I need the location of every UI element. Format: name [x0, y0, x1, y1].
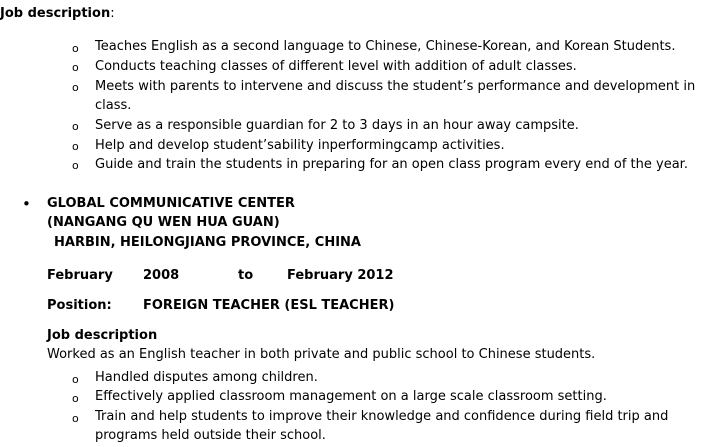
list-bullet: o	[72, 159, 79, 172]
list-item: Teaches English as a second language to Chinese, Chinese-Korean, and Korean Students.	[95, 39, 676, 54]
list-bullet: o	[72, 140, 79, 153]
date-start-month: February	[47, 268, 113, 283]
job-intro: Worked as an English teacher in both private and public school to Chinese students.	[47, 347, 596, 362]
list-item: Conducts teaching classes of different level with addition of adult classes.	[95, 59, 577, 74]
heading-colon: :	[110, 6, 115, 21]
list-item: Serve as a responsible guardian for 2 to 3 days in an hour away campsite.	[95, 118, 579, 133]
list-bullet: o	[72, 373, 79, 386]
employer-bullet: •	[22, 195, 31, 213]
list-bullet: o	[72, 392, 79, 405]
job-description-heading	[0, 6, 115, 21]
job-description-heading-text: Job description	[0, 6, 111, 21]
list-bullet: o	[72, 61, 79, 74]
position-value: FOREIGN TEACHER (ESL TEACHER)	[143, 298, 395, 313]
list-item: Handled disputes among children.	[95, 370, 318, 385]
list-item: Guide and train the students in preparing for an open class program every end of the year.	[95, 157, 688, 172]
list-item: Help and develop student’sability inperformingcamp activities.	[95, 138, 505, 153]
list-item: Effectively applied classroom management on a large scale classroom setting.	[95, 389, 607, 404]
date-start-year: 2008	[143, 268, 180, 283]
list-bullet: o	[72, 81, 79, 94]
list-item: Meets with parents to intervene and discuss the student’s performance and development in class.	[95, 79, 696, 113]
employer-name: GLOBAL COMMUNICATIVE CENTER	[47, 196, 295, 211]
list-bullet: o	[72, 120, 79, 133]
position-label: Position:	[47, 298, 112, 313]
employer-alt-name: (NANGANG QU WEN HUA GUAN)	[47, 215, 280, 230]
employer-location: HARBIN, HEILONGJIANG PROVINCE, CHINA	[54, 235, 361, 250]
date-end: February 2012	[287, 268, 394, 283]
job-description-heading-2: Job description	[47, 328, 158, 343]
list-item: Train and help students to improve their knowledge and confidence during field trip and programs held outside their school.	[95, 409, 669, 443]
list-bullet: o	[72, 412, 79, 425]
date-to: to	[238, 268, 254, 283]
list-bullet: o	[72, 42, 79, 55]
